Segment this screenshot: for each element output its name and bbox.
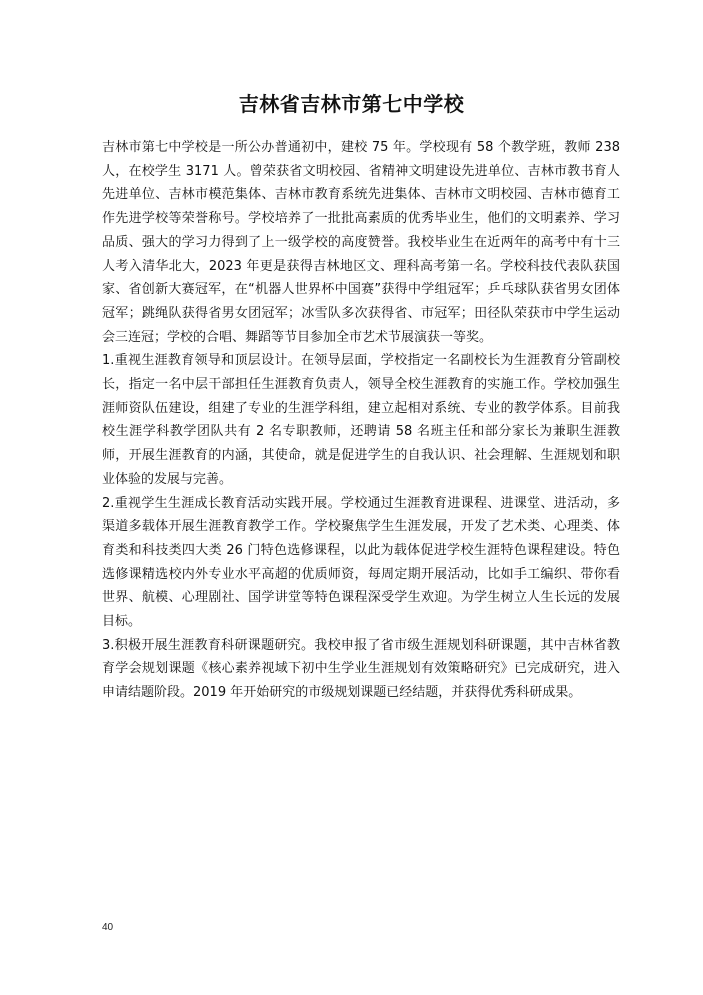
document-body (102, 136, 620, 705)
paragraph-activities: 2.重视学生生涯成长教育活动实践开展。学校通过生涯教育进课程、进课堂、进活动，多渠道多载体开展生涯教育教学工作。学校聚焦学生生涯发展，开发了艺术类、心理类、体育类和科技类四大类 26 门特色选修课程，以此为载体促进学校生涯特色课程建设。特色选修课精选校内外专业水平高超的优质师资，每周定期开展活动，比如手工编织、带你看世界、航模、心理剧社、国学讲堂等特色课程深受学生欢迎。为学生树立人生长远的发展目标。 (102, 495, 620, 630)
page-number: 40 (102, 922, 114, 933)
page-title: 吉林省吉林市第七中学校 (238, 92, 465, 116)
paragraph-research: 3.积极开展生涯教育科研课题研究。我校申报了省市级生涯规划科研课题，其中吉林省教育学会规划课题《核心素养视域下初中生学业生涯规划有效策略研究》已完成研究，进入申请结题阶段。2019 年开始研究的市级规划课题已经结题，并获得优秀科研成果。 (102, 637, 620, 701)
paragraph-leadership: 1.重视生涯教育领导和顶层设计。在领导层面，学校指定一名副校长为生涯教育分管副校长，指定一名中层干部担任生涯教育负责人，领导全校生涯教育的实施工作。学校加强生涯师资队伍建设，组建了专业的生涯学科组，建立起相对系统、专业的教学体系。目前我校生涯学科教学团队共有 2 名专职教师，还聘请 58 名班主任和部分家长为兼职生涯教师，开展生涯教育的内涵，其使命，就是促进学生的自我认识、社会理解、生涯规划和职业体验的发展与完善。 (102, 353, 620, 487)
paragraph-intro: 吉林市第七中学校是一所公办普通初中，建校 75 年。学校现有 58 个教学班，教师 238 人，在校学生 3171 人。曾荣获省文明校园、省精神文明建设先进单位、吉林市教书育人先进单位、吉林市模范集体、吉林市教育系统先进集体、吉林市文明校园、吉林市德育工作先进学校等荣誉称号。学校培养了一批批高素质的优秀毕业生，他们的文明素养、学习品质、强大的学习力得到了上一级学校的高度赞誉。我校毕业生在近两年的高考中有十三人考入清华北大，2023 年更是获得吉林地区文、理科高考第一名。学校科技代表队获国家、省创新大赛冠军，在“机器人世界杯中国赛”获得中学组冠军；乒乓球队获省男女团体冠军；跳绳队获得省男女团冠军；冰雪队多次获得省、市冠军；田径队荣获市中学生运动会三连冠；学校的合唱、舞蹈等节目参加全市艺术节展演获一等奖。 (102, 140, 620, 345)
